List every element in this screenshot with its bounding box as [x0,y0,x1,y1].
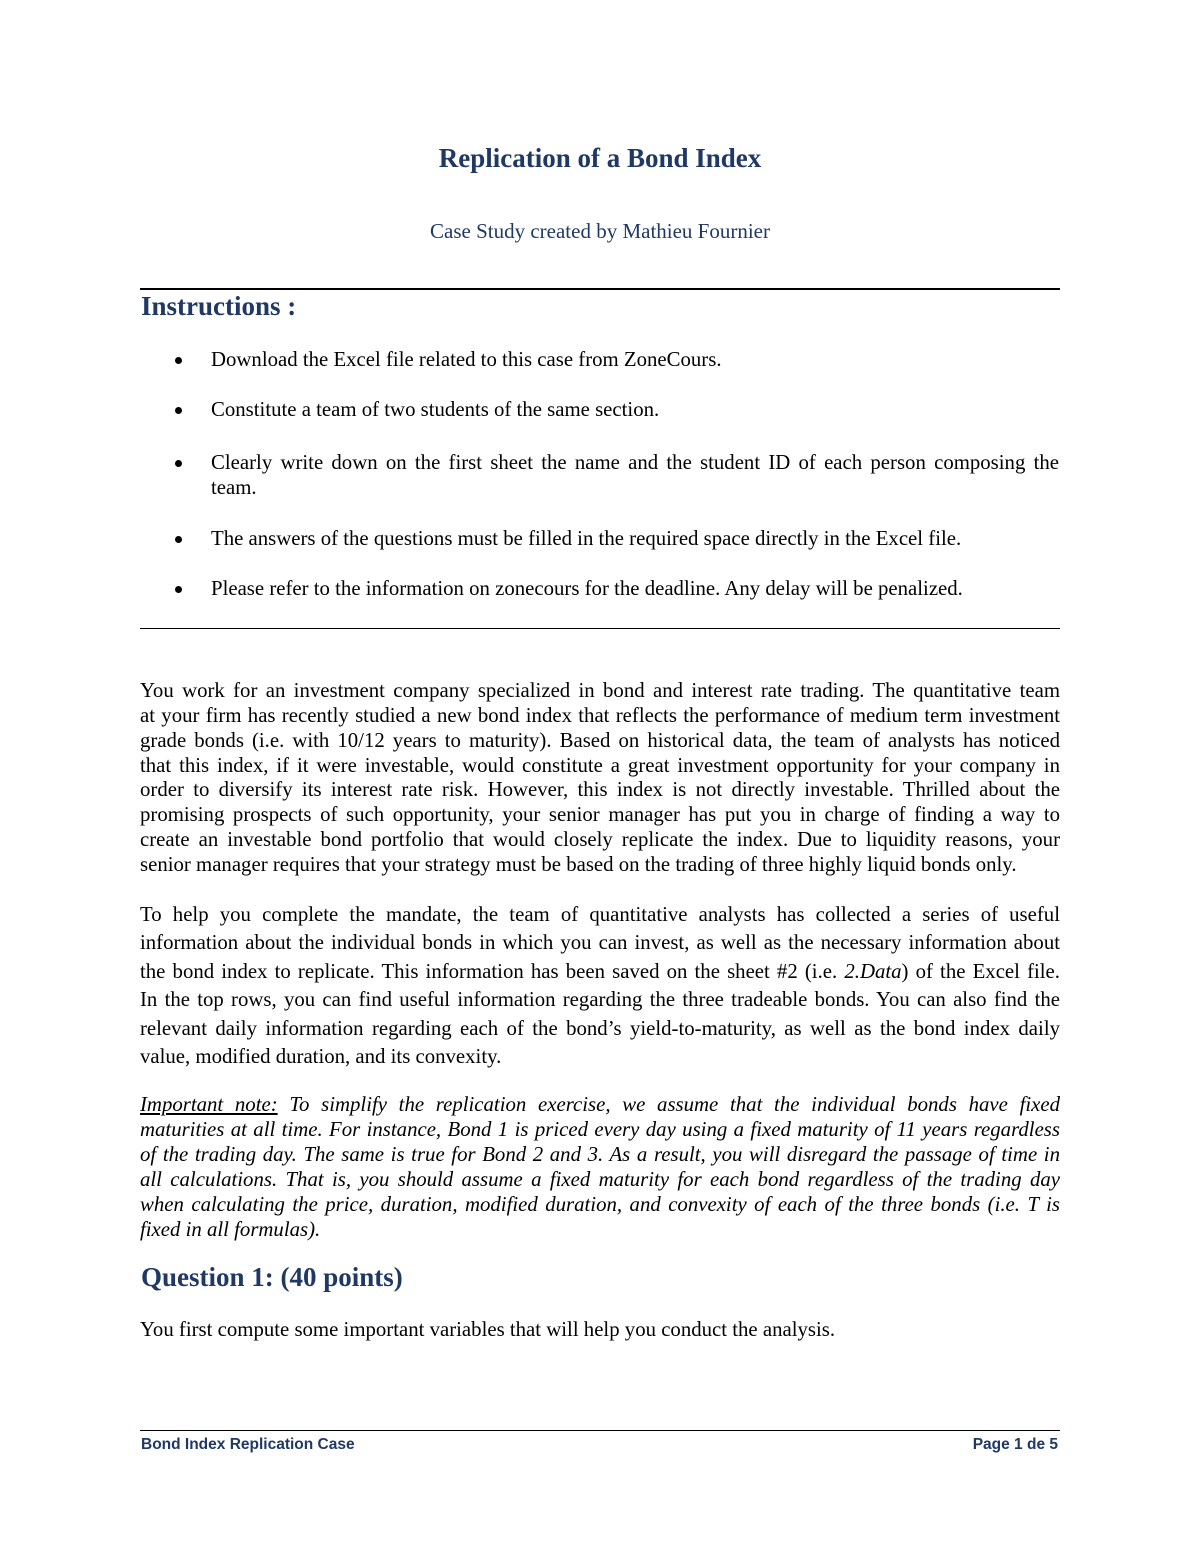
bullet-text [211,526,1059,551]
paragraph-line: information about the individual bonds in which you can invest, as well as the necessary information about [140,931,1060,955]
line-text: To simplify the replication exercise, we assume that the individual bonds have fixed [289,1093,1060,1116]
paragraph-line: maturities at all time. For instance, Bond 1 is priced every day using a fixed maturity of 11 years regardless [140,1118,1060,1141]
context-paragraph [140,679,1060,878]
data-paragraph [140,901,1060,1071]
important-note-label: Important note: [140,1093,278,1116]
bullet-text [211,450,1059,500]
page-footer [140,1436,1060,1454]
instructions-heading: Instructions : [141,291,297,321]
paragraph-line: In the top rows, you can find useful information regarding the three tradeable bonds. You can also find the [140,988,1060,1012]
bullet-line: Download the Excel file related to this case from ZoneCours. [211,348,722,371]
bullet-marker [175,357,182,364]
paragraph-line: fixed in all formulas). [140,1218,321,1241]
document-subtitle: Case Study created by Mathieu Fournier [430,219,770,243]
bullet-marker [175,460,182,467]
footer-document-name: Bond Index Replication Case [141,1436,355,1453]
paragraph-line: You first compute some important variables that will help you conduct the analysis. [140,1318,836,1341]
question-1-paragraph [140,1317,1060,1342]
footer-divider [140,1430,1060,1431]
important-note-paragraph [140,1092,1060,1242]
paragraph-line [140,958,1060,986]
paragraph-line: promising prospects of such opportunity, your senior manager has put you in charge of finding a way to [140,803,1060,827]
paragraph-line: To help you complete the mandate, the team of quantitative analysts has collected a series of useful [140,903,1060,926]
paragraph-line: relevant daily information regarding each of the bond’s yield-to-maturity, as well as the bond index daily [140,1016,1060,1040]
line-text: the bond index to replicate. This information has been saved on the sheet #2 (i.e. [140,959,838,983]
paragraph-line: when calculating the price, duration, modified duration, and convexity of each of the three bonds (i.e. T is [140,1193,1060,1216]
bullet-line: Constitute a team of two students of the same section. [211,398,660,421]
paragraph-line: grade bonds (i.e. with 10/12 years to maturity). Based on historical data, the team of analysts has noticed [140,728,1060,752]
bullet-text [211,347,1059,372]
bullet-line: Please refer to the information on zonecours for the deadline. Any delay will be penalized. [211,577,963,600]
bullet-text [211,397,1059,422]
bullet-line: The answers of the questions must be filled in the required space directly in the Excel file. [211,527,962,550]
document-title: Replication of a Bond Index [438,143,762,173]
bullet-line: team. [211,476,257,499]
footer-page-number: Page 1 de 5 [972,1436,1058,1453]
bullet-marker [175,586,182,593]
question-1-heading: Question 1: (40 points) [141,1262,403,1292]
bullet-marker [175,536,182,543]
paragraph-line: all calculations. That is, you should assume a fixed maturity for each bond regardless of the trading day [140,1168,1060,1191]
paragraph-line: at your firm has recently studied a new bond index that reflects the performance of medium term investment [140,703,1060,727]
bullet-marker [175,407,182,414]
paragraph-line: senior manager requires that your strategy must be based on the trading of three highly liquid bonds only. [140,853,1017,877]
paragraph-line: order to diversify its interest rate risk. However, this index is not directly investable. Thrilled about the [140,778,1060,802]
bullet-text [211,576,1059,601]
paragraph-line: create an investable bond portfolio that would closely replicate the index. Due to liquidity reasons, your [140,828,1060,852]
line-text: ) of the Excel file. [901,959,1060,983]
paragraph-line: of the trading day. The same is true for Bond 2 and 3. As a result, you will disregard the passage of time in [140,1143,1060,1166]
paragraph-line [140,1092,1060,1117]
paragraph-line: value, modified duration, and its convexity. [140,1044,502,1068]
instructions-divider [140,628,1060,629]
paragraph-line: that this index, if it were investable, would constitute a great investment opportunity for your company in [140,753,1060,777]
paragraph-line: You work for an investment company specialized in bond and interest rate trading. The quantitative team [140,679,1060,702]
sheet-name-italic: 2.Data [844,959,902,983]
bullet-line: Clearly write down on the first sheet the name and the student ID of each person composing the [211,451,1059,474]
